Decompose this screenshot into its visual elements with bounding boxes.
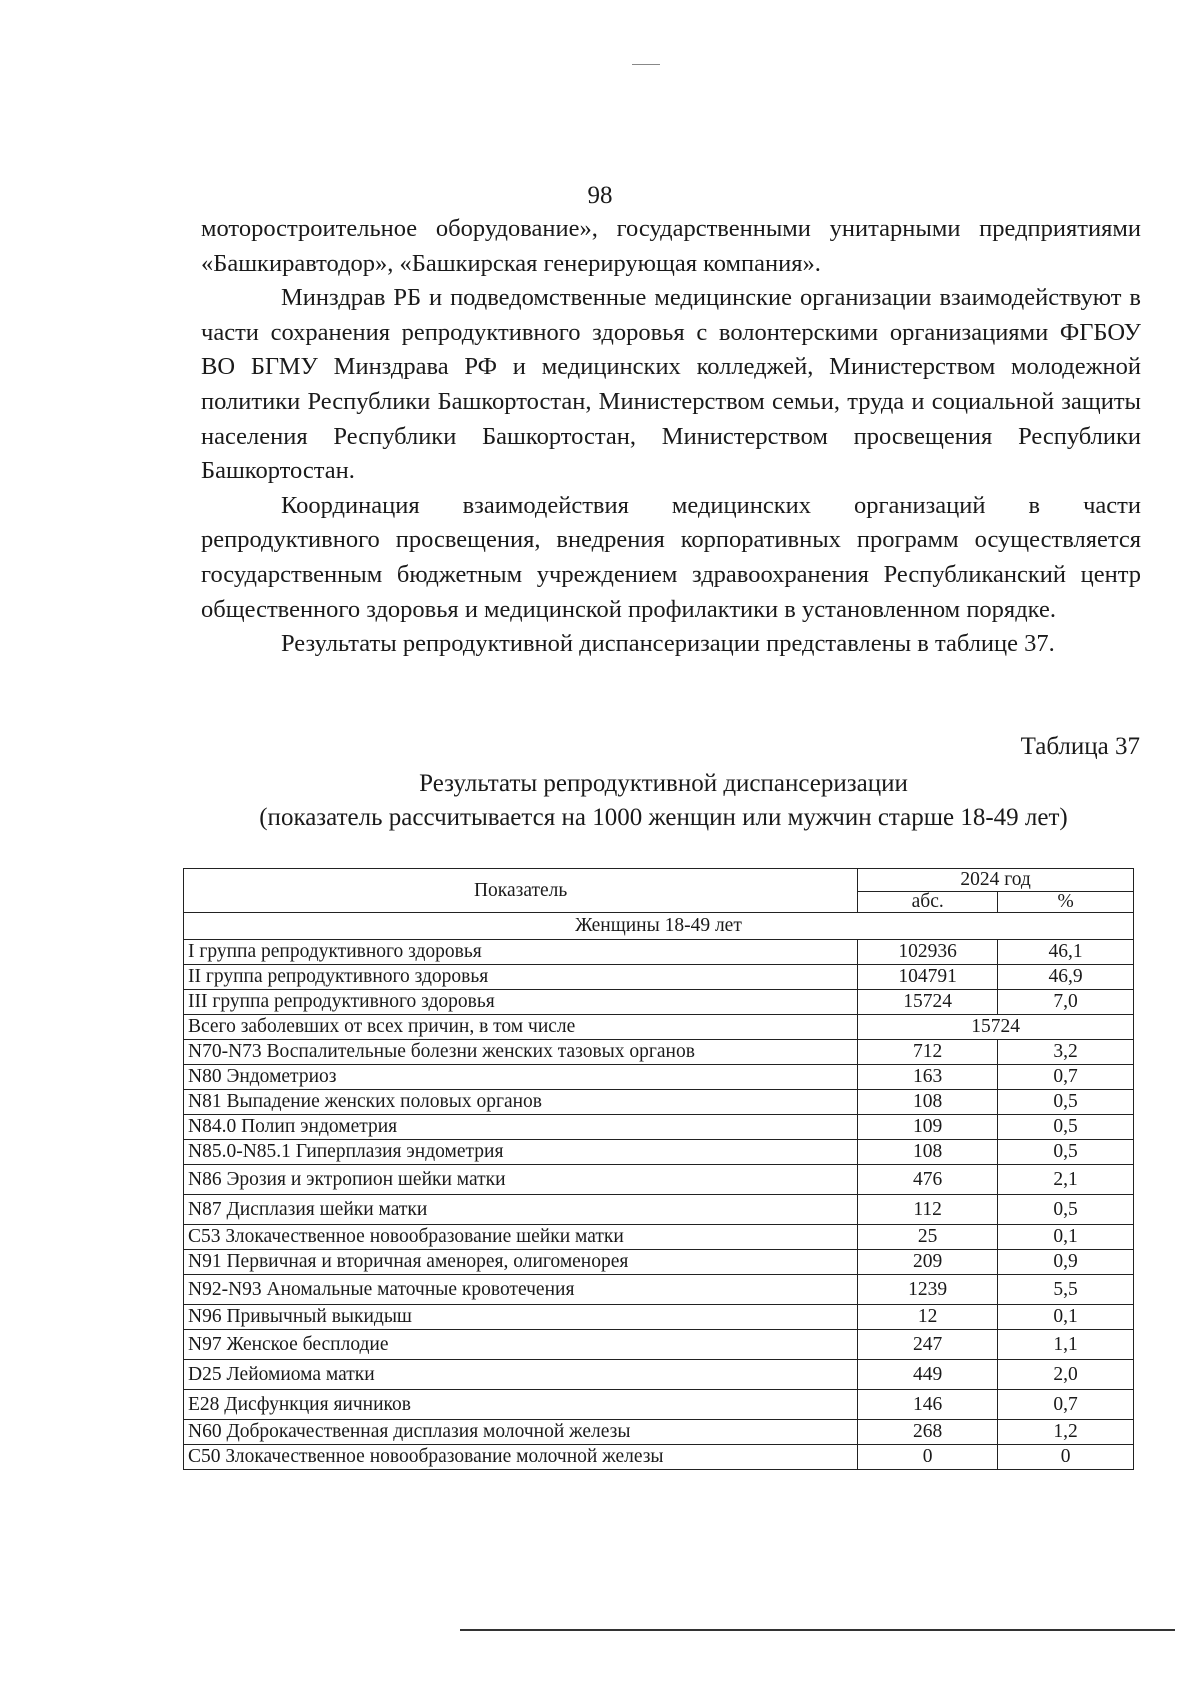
row-label: N60 Доброкачественная дисплазия молочной железы (184, 1420, 858, 1445)
table-row (184, 1330, 1134, 1360)
table-row (184, 1390, 1134, 1420)
row-label: N96 Привычный выкидыш (184, 1305, 858, 1330)
total-value: 15724 (858, 1015, 1134, 1040)
table-row (184, 1360, 1134, 1390)
row-percent: 1,2 (998, 1420, 1134, 1445)
table-row (184, 1140, 1134, 1165)
row-abs: 109 (858, 1115, 998, 1140)
row-abs: 146 (858, 1390, 998, 1420)
table-caption-number: Таблица 37 (1020, 733, 1140, 760)
table-row (184, 965, 1134, 990)
row-percent: 0,7 (998, 1390, 1134, 1420)
page-number: 98 (587, 182, 613, 209)
table-row (184, 1090, 1134, 1115)
row-label: Е28 Дисфункция яичников (184, 1390, 858, 1420)
total-row (184, 1015, 1134, 1040)
total-label: Всего заболевших от всех причин, в том числе (184, 1015, 858, 1040)
row-percent: 0 (998, 1445, 1134, 1470)
header-year: 2024 год (858, 869, 1134, 892)
row-label: N86 Эрозия и эктропион шейки матки (184, 1165, 858, 1195)
row-abs: 104791 (858, 965, 998, 990)
row-label: N81 Выпадение женских половых органов (184, 1090, 858, 1115)
row-abs: 15724 (858, 990, 998, 1015)
row-label: II группа репродуктивного здоровья (184, 965, 858, 990)
row-label: N87 Дисплазия шейки матки (184, 1195, 858, 1225)
row-abs: 108 (858, 1140, 998, 1165)
table-row (184, 1305, 1134, 1330)
paragraph-continuation: моторостроительное оборудование», государственными унитарными предприятиями «Башкиравтодор», «Башкирская генерирующая компания». (201, 215, 1141, 277)
row-label: N84.0 Полип эндометрия (184, 1115, 858, 1140)
table-row (184, 1195, 1134, 1225)
row-percent: 0,5 (998, 1090, 1134, 1115)
row-label: N80 Эндометриоз (184, 1065, 858, 1090)
row-percent: 0,1 (998, 1305, 1134, 1330)
row-label: N85.0-N85.1 Гиперплазия эндометрия (184, 1140, 858, 1165)
table-row (184, 1275, 1134, 1305)
row-abs: 102936 (858, 940, 998, 965)
row-abs: 247 (858, 1330, 998, 1360)
row-percent: 2,1 (998, 1165, 1134, 1195)
row-abs: 712 (858, 1040, 998, 1065)
table-row (184, 1420, 1134, 1445)
paragraph-cooperation: Минздрав РБ и подведомственные медицинские организации взаимодействуют в части сохранения репродуктивного здоровья с волонтерскими организациями ФГБОУ ВО БГМУ Минздрава РФ и медицинских колледжей, Министерством молодежной политики Республики Башкортостан, Министерством семьи, труда и социальной защиты населения Республики Башкортостан, Министерством просвещения Республики Башкортостан. (201, 284, 1141, 485)
row-percent: 1,1 (998, 1330, 1134, 1360)
row-percent: 46,1 (998, 940, 1134, 965)
scan-mark (632, 64, 660, 65)
table-row (184, 1115, 1134, 1140)
row-abs: 25 (858, 1225, 998, 1250)
table-title: Результаты репродуктивной диспансеризации (419, 770, 908, 797)
row-abs: 449 (858, 1360, 998, 1390)
row-abs: 476 (858, 1165, 998, 1195)
row-abs: 112 (858, 1195, 998, 1225)
row-percent: 2,0 (998, 1360, 1134, 1390)
row-abs: 268 (858, 1420, 998, 1445)
row-label: N70-N73 Воспалительные болезни женских тазовых органов (184, 1040, 858, 1065)
row-percent: 0,7 (998, 1065, 1134, 1090)
section-label: Женщины 18-49 лет (184, 913, 1134, 940)
body-text (201, 212, 1141, 662)
table-row (184, 1250, 1134, 1275)
table-row (184, 940, 1134, 965)
table-row (184, 1065, 1134, 1090)
row-abs: 163 (858, 1065, 998, 1090)
row-label: N97 Женское бесплодие (184, 1330, 858, 1360)
section-row-women (184, 913, 1134, 940)
header-percent: % (998, 892, 1134, 913)
table-header-row (184, 869, 1134, 892)
row-percent: 5,5 (998, 1275, 1134, 1305)
row-abs: 0 (858, 1445, 998, 1470)
row-percent: 0,1 (998, 1225, 1134, 1250)
row-abs: 209 (858, 1250, 998, 1275)
footer-rule (460, 1629, 1175, 1631)
row-percent: 0,5 (998, 1115, 1134, 1140)
paragraph-coordination: Координация взаимодействия медицинских организаций в части репродуктивного просвещения, внедрения корпоративных программ осуществляется государственным бюджетным учреждением здравоохранения Республиканский центр общественного здоровья и медицинской профилактики в установленном порядке. (201, 491, 1141, 623)
row-percent: 0,5 (998, 1195, 1134, 1225)
row-label: N91 Первичная и вторичная аменорея, олигоменорея (184, 1250, 858, 1275)
header-abs: абс. (858, 892, 998, 913)
table-row (184, 1165, 1134, 1195)
row-label: III группа репродуктивного здоровья (184, 990, 858, 1015)
row-percent: 0,9 (998, 1250, 1134, 1275)
table-row (184, 1040, 1134, 1065)
row-label: D25 Лейомиома матки (184, 1360, 858, 1390)
row-abs: 108 (858, 1090, 998, 1115)
row-label: I группа репродуктивного здоровья (184, 940, 858, 965)
table-subtitle: (показатель рассчитывается на 1000 женщин или мужчин старше 18-49 лет) (259, 804, 1068, 831)
row-percent: 0,5 (998, 1140, 1134, 1165)
row-label: С53 Злокачественное новообразование шейки матки (184, 1225, 858, 1250)
table-row (184, 1225, 1134, 1250)
results-table (183, 868, 1134, 1470)
table-row (184, 1445, 1134, 1470)
row-percent: 7,0 (998, 990, 1134, 1015)
row-percent: 3,2 (998, 1040, 1134, 1065)
table-row (184, 990, 1134, 1015)
row-label: С50 Злокачественное новообразование молочной железы (184, 1445, 858, 1470)
paragraph-results-reference: Результаты репродуктивной диспансеризации представлены в таблице 37. (281, 630, 1055, 658)
row-label: N92-N93 Аномальные маточные кровотечения (184, 1275, 858, 1305)
row-abs: 12 (858, 1305, 998, 1330)
row-percent: 46,9 (998, 965, 1134, 990)
header-indicator: Показатель (184, 869, 858, 913)
row-abs: 1239 (858, 1275, 998, 1305)
